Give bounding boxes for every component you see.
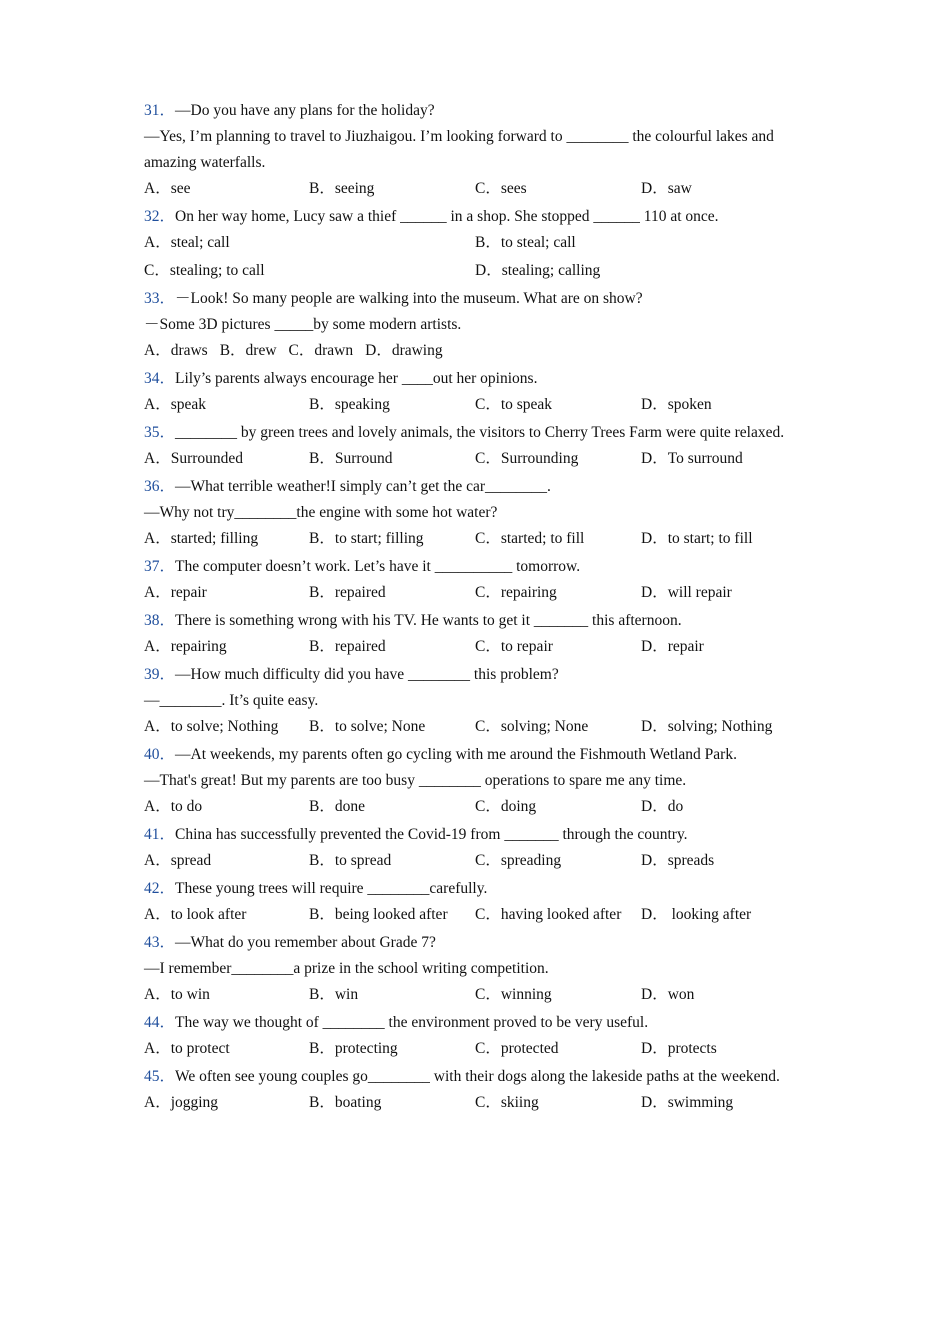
question-text: －Some 3D pictures _____by some modern artists. (144, 316, 462, 333)
option-c[interactable]: C．Surrounding (475, 450, 579, 467)
option-d[interactable]: D．stealing; calling (475, 262, 601, 279)
options-row (144, 794, 809, 822)
option-c[interactable]: C．spreading (475, 852, 562, 869)
question-37 (144, 554, 809, 608)
question-number: 34． (144, 370, 176, 387)
question-text: —At weekends, my parents often go cycling with me around the Fishmouth Wetland Park. (175, 746, 737, 763)
options-row (144, 982, 809, 1010)
option-d[interactable]: D．saw (641, 180, 692, 197)
option-d[interactable]: D．repair (641, 638, 704, 655)
option-a[interactable]: A．spread (144, 852, 212, 869)
question-text: —I remember________a prize in the school writing competition. (144, 960, 549, 977)
option-a[interactable]: A．repairing (144, 638, 227, 655)
option-c[interactable]: C．stealing; to call (144, 262, 265, 279)
option-a[interactable]: A．started; filling (144, 530, 259, 547)
question-number: 31． (144, 102, 176, 119)
option-d[interactable]: D．do (641, 798, 684, 815)
question-45 (144, 1064, 809, 1118)
question-42 (144, 876, 809, 930)
option-b[interactable]: B．done (309, 798, 365, 815)
question-44 (144, 1010, 809, 1064)
question-text: —What do you remember about Grade 7? (175, 934, 436, 951)
option-c[interactable]: C．drawn (288, 342, 354, 359)
option-b[interactable]: B．drew (219, 342, 277, 359)
question-41 (144, 822, 809, 876)
option-c[interactable]: C．started; to fill (475, 530, 585, 547)
question-number: 42． (144, 880, 176, 897)
option-a[interactable]: A．jogging (144, 1094, 219, 1111)
question-text: Lily’s parents always encourage her ____out her opinions. (175, 370, 538, 387)
option-a[interactable]: A．steal; call (144, 234, 230, 251)
option-b[interactable]: B．speaking (309, 396, 390, 413)
option-b[interactable]: B．to start; filling (309, 530, 424, 547)
options-row (144, 526, 809, 554)
option-a[interactable]: A．to win (144, 986, 210, 1003)
question-text: —Yes, I’m planning to travel to Jiuzhaigou. I’m looking forward to ________ the colourful lakes and amazing waterfalls. (144, 128, 774, 171)
option-c[interactable]: C．solving; None (475, 718, 589, 735)
options-row (144, 902, 809, 930)
option-b[interactable]: B．seeing (309, 180, 375, 197)
option-b[interactable]: B．Surround (309, 450, 393, 467)
options-row (144, 580, 809, 608)
question-text: We often see young couples go________ with their dogs along the lakeside paths at the weekend. (175, 1068, 780, 1085)
options-row (144, 338, 809, 366)
question-number: 38． (144, 612, 176, 629)
question-number: 41． (144, 826, 176, 843)
question-text: The computer doesn’t work. Let’s have it __________ tomorrow. (175, 558, 581, 575)
options-row (144, 848, 809, 876)
option-c[interactable]: C．to repair (475, 638, 553, 655)
option-d[interactable]: D．protects (641, 1040, 717, 1057)
question-number: 36． (144, 478, 176, 495)
option-d[interactable]: D．To surround (641, 450, 743, 467)
question-text: These young trees will require ________carefully. (175, 880, 488, 897)
question-text: China has successfully prevented the Covid-19 from _______ through the country. (175, 826, 688, 843)
question-35 (144, 420, 809, 474)
option-c[interactable]: C．to speak (475, 396, 553, 413)
option-b[interactable]: B．win (309, 986, 359, 1003)
question-text: —Why not try________the engine with some hot water? (144, 504, 498, 521)
question-text: —How much difficulty did you have ________ this problem? (175, 666, 559, 683)
option-d[interactable]: D．won (641, 986, 695, 1003)
option-d[interactable]: D． looking after (641, 906, 752, 923)
option-c[interactable]: C．skiing (475, 1094, 539, 1111)
option-d[interactable]: D．to start; to fill (641, 530, 753, 547)
options-row (144, 258, 809, 286)
option-b[interactable]: B．boating (309, 1094, 382, 1111)
option-a[interactable]: A．to solve; Nothing (144, 718, 279, 735)
question-text: —What terrible weather!I simply can’t get the car________. (175, 478, 551, 495)
option-a[interactable]: A．see (144, 180, 191, 197)
option-c[interactable]: C．having looked after (475, 906, 622, 923)
question-number: 33． (144, 290, 176, 307)
question-text: —________. It’s quite easy. (144, 692, 319, 709)
option-b[interactable]: B．to spread (309, 852, 392, 869)
options-row (144, 392, 809, 420)
options-row (144, 714, 809, 742)
option-b[interactable]: B．protecting (309, 1040, 398, 1057)
options-row (144, 230, 809, 258)
option-b[interactable]: B．repaired (309, 638, 386, 655)
question-text: The way we thought of ________ the environment proved to be very useful. (175, 1014, 649, 1031)
option-d[interactable]: D．will repair (641, 584, 732, 601)
question-number: 37． (144, 558, 176, 575)
question-text: On her way home, Lucy saw a thief ______ in a shop. She stopped ______ 110 at once. (175, 208, 719, 225)
option-d[interactable]: D．solving; Nothing (641, 718, 773, 735)
option-c[interactable]: C．winning (475, 986, 552, 1003)
options-row (144, 446, 809, 474)
option-a[interactable]: A．speak (144, 396, 206, 413)
option-b[interactable]: B．being looked after (309, 906, 448, 923)
question-text: —Do you have any plans for the holiday? (175, 102, 435, 119)
option-a[interactable]: A．to look after (144, 906, 247, 923)
question-number: 43． (144, 934, 176, 951)
question-number: 45． (144, 1068, 176, 1085)
option-c[interactable]: C．protected (475, 1040, 559, 1057)
question-34 (144, 366, 809, 420)
option-a[interactable]: A．Surrounded (144, 450, 244, 467)
question-number: 35． (144, 424, 176, 441)
option-a[interactable]: A．repair (144, 584, 207, 601)
question-40 (144, 742, 809, 822)
option-b[interactable]: B．to solve; None (309, 718, 426, 735)
question-text: There is something wrong with his TV. He wants to get it _______ this afternoon. (175, 612, 682, 629)
exam-page (144, 98, 809, 1118)
option-d[interactable]: D．spreads (641, 852, 715, 869)
option-d[interactable]: D．drawing (365, 342, 443, 359)
option-c[interactable]: C．sees (475, 180, 527, 197)
question-43 (144, 930, 809, 1010)
question-text: —That's great! But my parents are too busy ________ operations to spare me any time. (144, 772, 687, 789)
question-39 (144, 662, 809, 742)
option-a[interactable]: A．draws (144, 342, 208, 359)
option-a[interactable]: A．to do (144, 798, 203, 815)
question-text: －Look! So many people are walking into the museum. What are on show? (175, 290, 643, 307)
option-d[interactable]: D．swimming (641, 1094, 734, 1111)
option-c[interactable]: C．repairing (475, 584, 557, 601)
question-number: 32． (144, 208, 176, 225)
question-number: 39． (144, 666, 176, 683)
options-row (144, 176, 809, 204)
option-b[interactable]: B．to steal; call (475, 234, 576, 251)
question-text: ________ by green trees and lovely animals, the visitors to Cherry Trees Farm were quite relaxed. (175, 424, 785, 441)
options-row (144, 634, 809, 662)
question-number: 44． (144, 1014, 176, 1031)
options-row (144, 1036, 809, 1064)
option-d[interactable]: D．spoken (641, 396, 712, 413)
question-33 (144, 286, 809, 366)
options-row (144, 1090, 809, 1118)
option-a[interactable]: A．to protect (144, 1040, 230, 1057)
question-32 (144, 204, 809, 286)
option-b[interactable]: B．repaired (309, 584, 386, 601)
question-31 (144, 98, 809, 204)
option-c[interactable]: C．doing (475, 798, 537, 815)
question-36 (144, 474, 809, 554)
question-38 (144, 608, 809, 662)
question-number: 40． (144, 746, 176, 763)
